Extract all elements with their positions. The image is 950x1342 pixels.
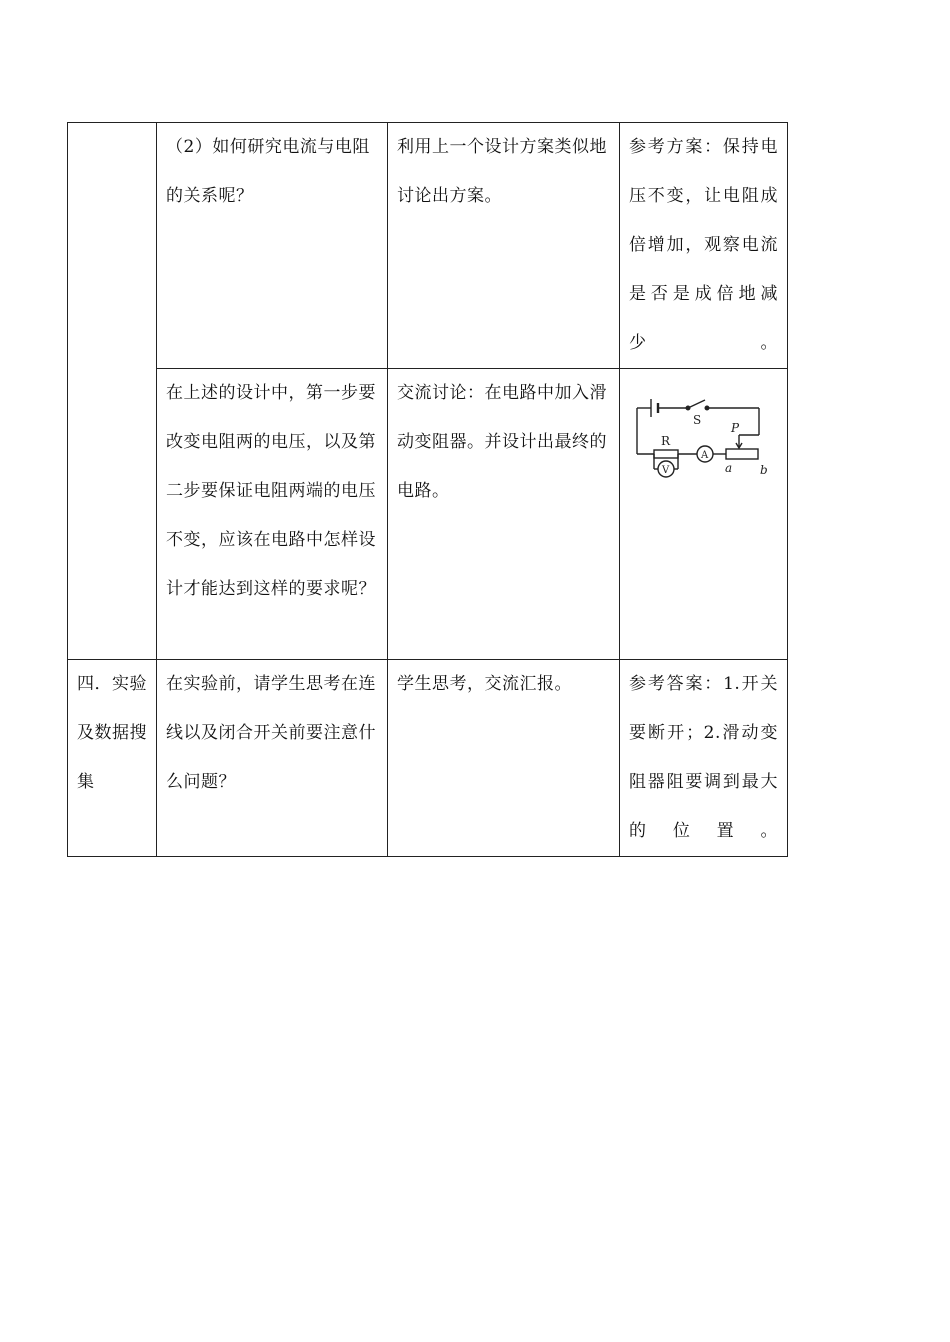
rheostat-symbol <box>726 449 758 459</box>
circuit-cell <box>620 369 788 660</box>
reference-cell: 参考答案：1.开关要断开；2.滑动变阻器阻要调到最大的位置。 <box>620 660 788 857</box>
resistor-label: R <box>661 434 671 448</box>
slider-label: P <box>731 421 740 435</box>
activity-cell: 利用上一个设计方案类似地讨论出方案。 <box>388 123 620 369</box>
ammeter-label: A <box>701 450 709 461</box>
stage-cell: 四．实验及数据搜集 <box>68 660 157 857</box>
end-a-label: a <box>725 461 733 475</box>
table-row <box>68 123 788 369</box>
reference-cell: 参考方案：保持电压不变，让电阻成倍增加，观察电流是否是成倍地减少。 <box>620 123 788 369</box>
activity-cell: 学生思考，交流汇报。 <box>388 660 620 857</box>
question-cell: 在上述的设计中，第一步要改变电阻两的电压，以及第二步要保证电阻两端的电压不变，应该在电路中怎样设计才能达到这样的要求呢？ <box>157 369 388 660</box>
stage-cell <box>68 123 157 660</box>
table-row <box>68 369 788 660</box>
voltmeter-label: V <box>662 465 670 476</box>
table-row <box>68 660 788 857</box>
question-cell: 在实验前，请学生思考在连线以及闭合开关前要注意什么问题？ <box>157 660 388 857</box>
lesson-table <box>67 122 788 857</box>
switch-label: S <box>693 413 702 427</box>
activity-cell: 交流讨论：在电路中加入滑动变阻器。并设计出最终的电路。 <box>388 369 620 660</box>
switch-blade <box>688 400 705 408</box>
question-cell: （2）如何研究电流与电阻的关系呢？ <box>157 123 388 369</box>
circuit-diagram <box>629 391 779 481</box>
end-b-label: b <box>760 463 769 477</box>
